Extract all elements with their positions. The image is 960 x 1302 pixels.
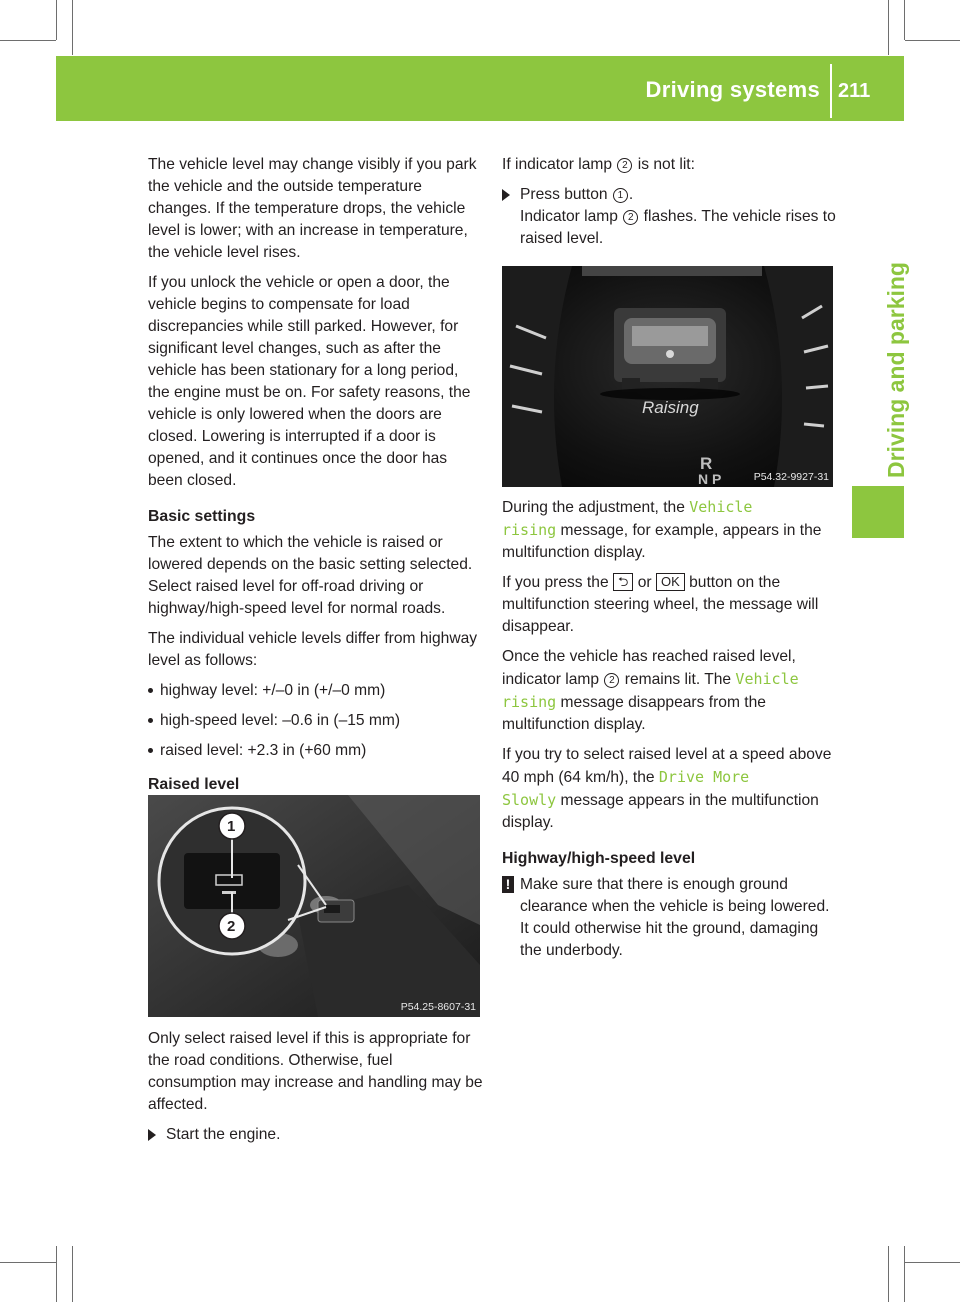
text: Once the vehicle has reached raised level, indicator lamp xyxy=(502,648,796,688)
warning-note xyxy=(502,874,838,962)
image-code: P54.25-8607-31 xyxy=(400,1001,476,1013)
list-item: raised level: +2.3 in (+60 mm) xyxy=(148,740,484,762)
display-status-text: Raising xyxy=(642,398,699,417)
chapter-tab xyxy=(836,150,909,480)
chapter-tab-label: Driving and parking xyxy=(883,262,909,478)
paragraph: The extent to which the vehicle is raised or lowered depends on the basic setting selected. Select raised level for off-road driving or highway/high-speed level for normal roads. xyxy=(148,534,473,617)
image-code: P54.32-9927-31 xyxy=(753,471,829,483)
callout-1: 1 xyxy=(227,818,236,835)
crop-mark xyxy=(905,40,960,41)
paragraph xyxy=(502,496,838,564)
heading-highway-level: Highway/high-speed level xyxy=(502,850,696,867)
text: message disappears from the multifunction display. xyxy=(502,694,766,733)
text: Indicator lamp xyxy=(520,208,618,225)
arrow-icon xyxy=(502,189,510,201)
ok-key: OK xyxy=(656,573,685,591)
paragraph xyxy=(502,572,838,638)
back-key-icon: ⮌ xyxy=(613,573,633,591)
gear-indicator: N P xyxy=(698,471,722,487)
text: button on the multifunction steering wheel, the message will disappear. xyxy=(502,574,819,635)
crop-mark xyxy=(72,1246,73,1302)
chapter-marker xyxy=(852,486,904,538)
display-message: Drive More xyxy=(658,768,750,786)
step-text: Press button xyxy=(520,186,608,203)
page-number: 211 xyxy=(838,80,871,102)
callout-1-icon: 1 xyxy=(613,188,628,203)
instruction-step xyxy=(148,1124,484,1146)
text: During the adjustment, the xyxy=(502,499,685,516)
text: is not lit: xyxy=(637,156,695,173)
section-title: Driving systems xyxy=(645,77,820,102)
right-column-lower xyxy=(502,496,838,970)
paragraph: The vehicle level may change visibly if you park the vehicle and the outside temperature changes. If the temperature drops, the vehicle level is lower; with an increase in temperature, the vehicle level rises. xyxy=(148,156,477,261)
console-illustration xyxy=(148,795,480,1017)
paragraph xyxy=(502,744,838,834)
crop-mark xyxy=(56,1246,57,1302)
text: . xyxy=(628,186,634,203)
callout-2-icon: 2 xyxy=(604,673,619,688)
crop-mark xyxy=(888,0,889,55)
text: flashes. The vehicle rises to raised level. xyxy=(520,208,836,247)
text: or xyxy=(637,574,652,591)
callout-2: 2 xyxy=(227,918,236,935)
crop-mark xyxy=(72,0,73,55)
gear-indicator: R xyxy=(700,454,713,473)
left-column-lower xyxy=(148,1028,484,1146)
list-item: high-speed level: –0.6 in (–15 mm) xyxy=(148,710,484,732)
callout-2-icon: 2 xyxy=(617,158,632,173)
callout-2-icon: 2 xyxy=(623,210,638,225)
display-message: Vehicle xyxy=(689,498,753,516)
text: message, for example, appears in the multifunction display. xyxy=(502,522,822,561)
arrow-icon xyxy=(148,1129,156,1141)
header-divider xyxy=(830,64,832,118)
crop-mark xyxy=(904,0,905,40)
crop-mark xyxy=(56,0,57,40)
cluster-illustration xyxy=(502,266,833,487)
display-message: Vehicle xyxy=(735,670,799,688)
instruction-step xyxy=(502,184,838,206)
display-message: rising xyxy=(502,693,557,711)
paragraph xyxy=(502,646,838,736)
crop-mark xyxy=(904,1246,905,1302)
text: message appears in the multifunction display. xyxy=(502,792,819,831)
heading-raised-level: Raised level xyxy=(148,776,240,793)
paragraph: The individual vehicle levels differ from highway level as follows: xyxy=(148,630,478,669)
paragraph xyxy=(502,154,838,176)
display-message: rising xyxy=(502,521,557,539)
crop-mark xyxy=(0,1262,56,1263)
heading-basic-settings: Basic settings xyxy=(148,508,256,525)
paragraph: Only select raised level if this is appropriate for the road conditions. Otherwise, fuel consumption may increase and handling may be affected. xyxy=(148,1030,483,1113)
step-result xyxy=(502,206,838,250)
step-text: Start the engine. xyxy=(166,1126,281,1143)
warning-text: Make sure that there is enough ground clearance when the vehicle is being lowered. It could otherwise hit the ground, damaging the underbody. xyxy=(520,876,830,959)
crop-mark xyxy=(905,1262,960,1263)
text: If you press the xyxy=(502,574,609,591)
crop-mark xyxy=(888,1246,889,1302)
text: If you try to select raised level at a speed above 40 mph (64 km/h), the xyxy=(502,746,832,786)
right-column xyxy=(502,154,838,258)
warning-icon: ! xyxy=(502,876,514,893)
paragraph: If you unlock the vehicle or open a door, the vehicle begins to compensate for load discrepancies while still parked. However, for significant level changes, such as after the vehicle has been stationary for a long period, the engine must be on. For safety reasons, the vehicle is only lowered when the doors are closed. Lowering is interrupted if a door is opened, and it continues once the door has been closed. xyxy=(148,274,471,489)
display-message: Slowly xyxy=(502,791,557,809)
left-column xyxy=(148,154,484,800)
text: remains lit. The xyxy=(624,671,732,688)
crop-mark xyxy=(0,40,56,41)
instrument-cluster-image xyxy=(502,266,833,487)
text: If indicator lamp xyxy=(502,156,613,173)
center-console-image xyxy=(148,795,480,1017)
list-item: highway level: +/–0 in (+/–0 mm) xyxy=(148,680,484,702)
